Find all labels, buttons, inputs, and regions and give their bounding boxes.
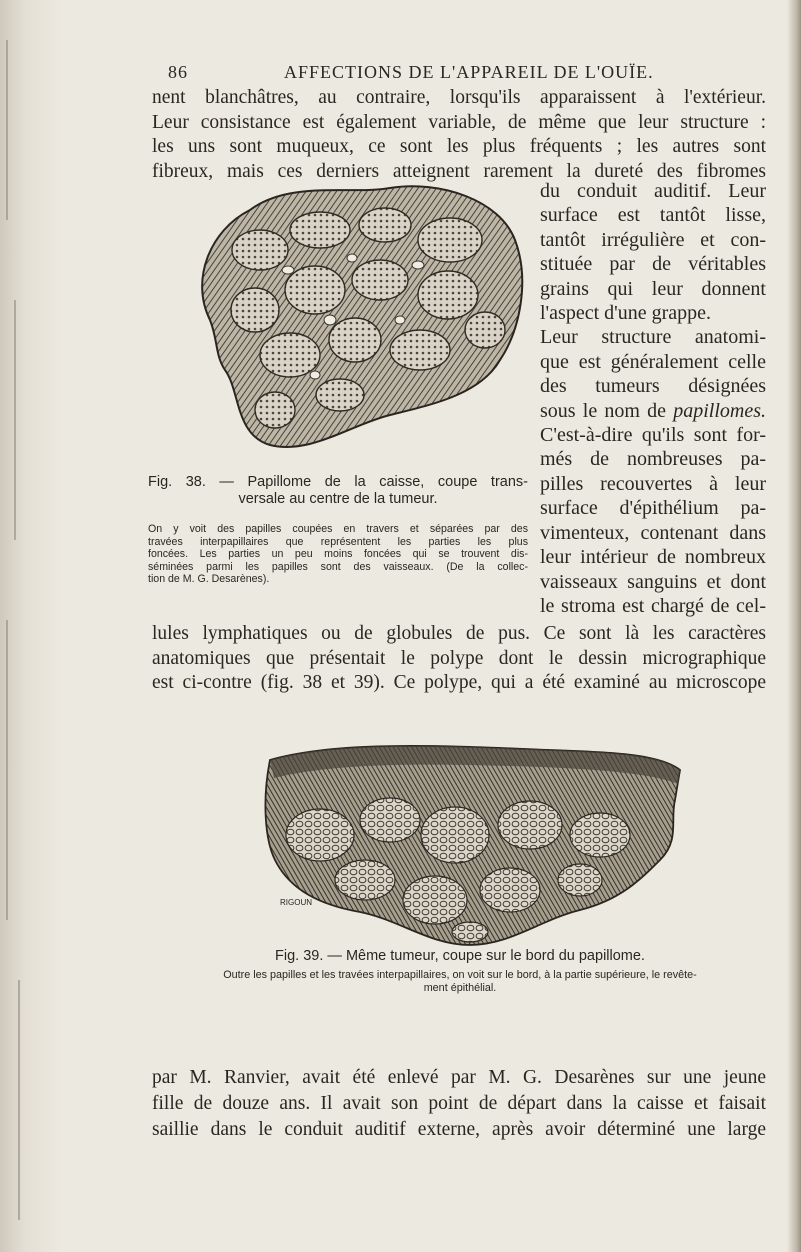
text-line: des tumeurs désignées — [540, 375, 766, 398]
italic-term: papillomes. — [673, 399, 767, 422]
text-line: vaisseaux sanguins et dont — [540, 570, 766, 593]
caption-title: Fig. 39. — Même tumeur, coupe sur le bord du papillome. — [275, 948, 645, 964]
text-line: par M. Ranvier, avait été enlevé par M. G. Desarènes sur une jeune — [152, 1067, 766, 1088]
caption-note-line: séminées parmi les papilles sont des vaisseaux. (De la collec- — [148, 560, 528, 573]
text-line: du conduit auditif. Leur — [540, 180, 766, 202]
caption-note — [148, 523, 528, 586]
page-number: 86 — [168, 62, 188, 82]
paragraph-wide — [152, 622, 766, 696]
text-line: Leur consistance est également variable, de même que leur structure : — [152, 111, 766, 133]
caption-title-line: versale au centre de la tumeur. — [238, 491, 438, 507]
paragraph-bottom — [152, 1065, 766, 1143]
text-line: més de nombreuses pa- — [540, 448, 766, 471]
text-line: est ci-contre (fig. 38 et 39). Ce polype, qui a été examiné au microscope — [152, 672, 766, 694]
caption-note-line: On y voit des papilles coupées en travers et séparées par des — [148, 523, 528, 535]
text-line: stituée par de véritables — [540, 253, 766, 276]
figure-38-caption — [148, 474, 528, 586]
right-page-edge — [787, 0, 801, 1252]
text-line: grains qui leur donnent — [540, 277, 766, 300]
caption-note — [154, 969, 766, 995]
left-page-edge — [0, 0, 62, 1252]
text-line: le stroma est chargé de cel- — [540, 594, 766, 617]
text-line: fille de douze ans. Il avait son point de départ dans la caisse et faisait — [152, 1093, 766, 1114]
running-title: AFFECTIONS DE L'APPAREIL DE L'OUÏE. — [284, 62, 654, 82]
caption-note-line: travées interpapillaires que représentent les parties les plus — [148, 535, 528, 548]
caption-note-line: foncées. Les parties un peu moins foncées qui se trouvent dis- — [148, 548, 528, 561]
caption-note-line: tion de M. G. Desarènes). — [148, 573, 270, 586]
engraver-mark: RIGOUN — [280, 898, 312, 907]
caption-note-line: ment épithélial. — [423, 982, 497, 994]
text-line: leur intérieur de nombreux — [540, 546, 766, 569]
text-line: vimenteux, contenant dans — [540, 521, 766, 544]
text-line: les uns sont muqueux, ce sont les plus fréquents ; les autres sont — [152, 136, 766, 158]
figure-39-caption — [154, 947, 766, 995]
text-line: anatomiques que présentait le polype dont le dessin micrographique — [152, 647, 766, 669]
text-line: saillie dans le conduit auditif externe, après avoir déterminé une large — [152, 1119, 766, 1140]
narrow-column — [540, 179, 766, 618]
text-line: surface est tantôt lisse, — [540, 204, 766, 227]
text-line: Leur structure anatomi- — [540, 326, 766, 349]
text-line-with-italic — [540, 399, 766, 423]
text-fragment: sous le nom de — [540, 399, 667, 422]
caption-note-line: Outre les papilles et les travées interpapillaires, on voit sur le bord, à la partie supérieure, le revête- — [223, 969, 697, 981]
text-line: pilles recouvertes à leur — [540, 472, 766, 495]
caption-title-line: Fig. 38. — Papillome de la caisse, coupe trans- — [148, 474, 528, 490]
figure-38-papilloma-engraving — [180, 170, 532, 462]
text-line: l'aspect d'une grappe. — [540, 302, 712, 325]
text-line: nent blanchâtres, au contraire, lorsqu'ils apparaissent à l'extérieur. — [152, 87, 766, 108]
figure-39-papilloma-edge-engraving — [250, 740, 690, 950]
text-line: fibreux, mais ces derniers atteignent rarement la dureté des fibromes — [152, 161, 766, 183]
text-line: surface d'épithélium pa- — [540, 497, 766, 520]
text-line: C'est-à-dire qu'ils sont for- — [540, 424, 766, 447]
text-line: tantôt irrégulière et con- — [540, 228, 766, 251]
text-line: lules lymphatiques ou de globules de pus. Ce sont là les caractères — [152, 623, 766, 644]
text-line: que est généralement celle — [540, 350, 766, 373]
